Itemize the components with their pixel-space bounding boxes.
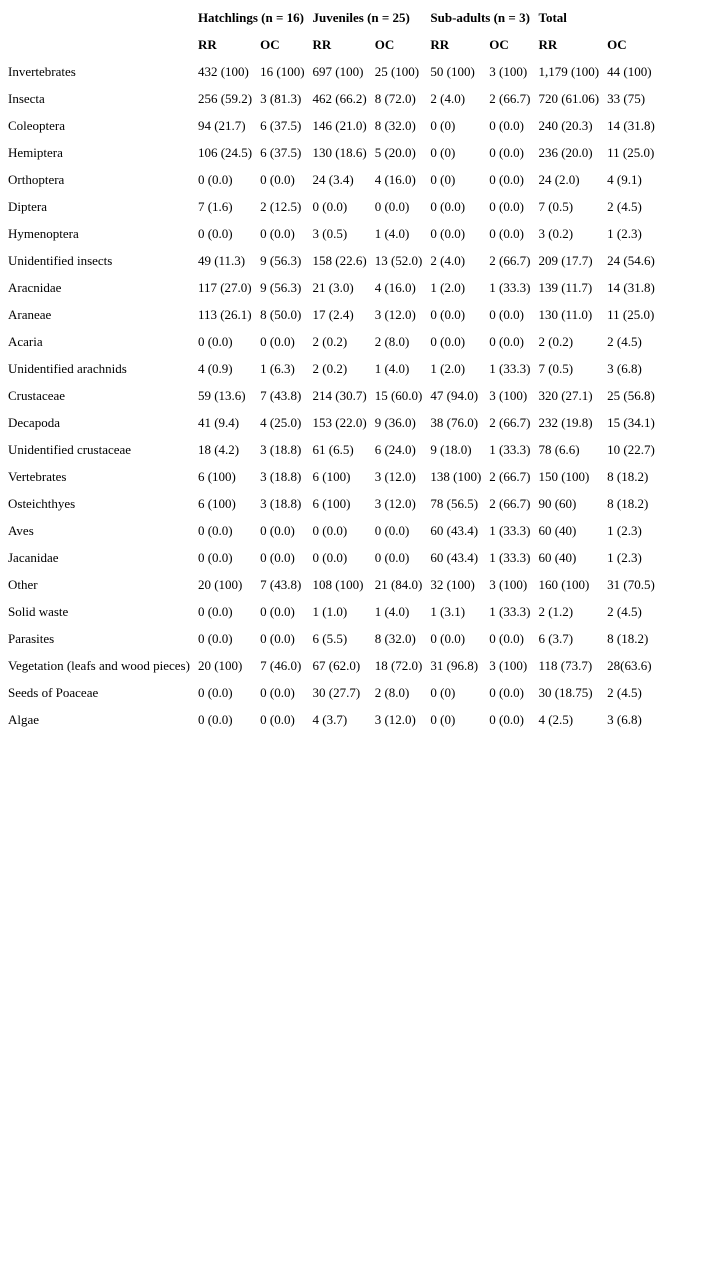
table-cell: 139 (11.7)	[538, 279, 593, 295]
row-label: Parasites	[8, 630, 55, 646]
table-cell: 6 (100)	[197, 468, 236, 484]
table-cell: 2 (66.7)	[489, 495, 531, 511]
table-cell: 1 (33.3)	[489, 603, 531, 619]
table-cell: 11 (25.0)	[607, 144, 655, 160]
table-cell: 0 (0.0)	[430, 225, 466, 241]
table-row	[4, 355, 659, 382]
table-cell: 138 (100)	[430, 468, 482, 484]
table-cell: 8 (18.2)	[607, 495, 649, 511]
table-cell: 0 (0.0)	[374, 198, 410, 214]
table-cell: 33 (75)	[607, 90, 646, 106]
table-cell: 0 (0.0)	[260, 522, 295, 538]
table-cell: 2 (0.2)	[538, 333, 574, 349]
table-cell: 8 (50.0)	[260, 306, 302, 322]
row-label: Osteichthyes	[8, 495, 76, 511]
table-row	[4, 409, 659, 436]
table-cell: 0 (0.0)	[260, 711, 295, 727]
row-label: Coleoptera	[8, 117, 66, 133]
sub-header-sub-adults-rr: RR	[430, 36, 450, 52]
table-cell: 118 (73.7)	[538, 657, 593, 673]
table-cell: 8 (32.0)	[374, 117, 416, 133]
table-cell: 3 (12.0)	[374, 495, 416, 511]
table-cell: 0 (0.0)	[489, 711, 524, 727]
row-label: Vegetation (leafs and wood pieces)	[8, 657, 190, 673]
table-cell: 0 (0.0)	[260, 549, 295, 565]
table-cell: 7 (0.5)	[538, 198, 574, 214]
table-cell: 0 (0)	[430, 711, 456, 727]
table-cell: 0 (0.0)	[489, 225, 524, 241]
group-header-empty	[4, 4, 194, 31]
table-cell: 2 (66.7)	[489, 414, 531, 430]
table-cell: 2 (4.5)	[607, 333, 642, 349]
table-cell: 32 (100)	[430, 576, 475, 592]
table-cell: 60 (43.4)	[430, 549, 479, 565]
table-cell: 1 (2.3)	[607, 549, 642, 565]
sub-header-total-rr: RR	[538, 36, 558, 52]
table-cell: 697 (100)	[312, 63, 364, 79]
table-cell: 1 (2.3)	[607, 225, 642, 241]
table-cell: 2 (66.7)	[489, 252, 531, 268]
table-cell: 6 (37.5)	[260, 144, 302, 160]
table-cell: 18 (4.2)	[197, 441, 240, 457]
table-cell: 15 (60.0)	[374, 387, 423, 403]
table-cell: 31 (96.8)	[430, 657, 479, 673]
table-cell: 0 (0.0)	[197, 630, 233, 646]
table-cell: 113 (26.1)	[197, 306, 252, 322]
table-cell: 3 (100)	[489, 576, 528, 592]
table-row	[4, 517, 659, 544]
table-cell: 0 (0.0)	[489, 144, 524, 160]
table-cell: 0 (0.0)	[197, 333, 233, 349]
table-row	[4, 58, 659, 85]
table-cell: 2 (0.2)	[312, 333, 348, 349]
table-cell: 20 (100)	[197, 657, 243, 673]
table-cell: 7 (0.5)	[538, 360, 574, 376]
table-cell: 1 (2.3)	[607, 522, 642, 538]
table-cell: 11 (25.0)	[607, 306, 655, 322]
table-cell: 232 (19.8)	[538, 414, 593, 430]
table-cell: 3 (6.8)	[607, 711, 642, 727]
row-label: Hymenoptera	[8, 225, 79, 241]
table-cell: 1 (2.0)	[430, 360, 466, 376]
table-row	[4, 247, 659, 274]
table-cell: 1,179 (100)	[538, 63, 600, 79]
table-row	[4, 490, 659, 517]
table-cell: 0 (0.0)	[374, 522, 410, 538]
table-cell: 2 (4.5)	[607, 684, 642, 700]
table-cell: 320 (27.1)	[538, 387, 593, 403]
row-label: Decapoda	[8, 414, 60, 430]
table-cell: 50 (100)	[430, 63, 475, 79]
table-cell: 1 (33.3)	[489, 522, 531, 538]
table-cell: 28(63.6)	[607, 657, 652, 673]
table-cell: 1 (4.0)	[374, 603, 410, 619]
table-cell: 1 (33.3)	[489, 360, 531, 376]
table-cell: 60 (40)	[538, 549, 577, 565]
table-cell: 3 (6.8)	[607, 360, 642, 376]
table-cell: 2 (66.7)	[489, 468, 531, 484]
table-cell: 9 (36.0)	[374, 414, 416, 430]
table-cell: 7 (43.8)	[260, 576, 302, 592]
table-cell: 21 (84.0)	[374, 576, 423, 592]
table-cell: 13 (52.0)	[374, 252, 423, 268]
table-cell: 3 (81.3)	[260, 90, 302, 106]
table-cell: 0 (0.0)	[197, 684, 233, 700]
table-cell: 4 (0.9)	[197, 360, 233, 376]
row-label: Unidentified insects	[8, 252, 113, 268]
table-cell: 7 (43.8)	[260, 387, 302, 403]
table-cell: 0 (0)	[430, 144, 456, 160]
table-cell: 6 (100)	[312, 468, 351, 484]
sub-header-total-oc: OC	[607, 36, 627, 52]
table-cell: 6 (3.7)	[538, 630, 574, 646]
table-cell: 130 (11.0)	[538, 306, 593, 322]
table-cell: 130 (18.6)	[312, 144, 367, 160]
table-cell: 30 (18.75)	[538, 684, 593, 700]
table-cell: 8 (32.0)	[374, 630, 416, 646]
table-cell: 44 (100)	[607, 63, 652, 79]
table-cell: 0 (0.0)	[489, 198, 524, 214]
table-cell: 14 (31.8)	[607, 279, 655, 295]
table-row	[4, 436, 659, 463]
table-cell: 0 (0.0)	[430, 198, 466, 214]
table-cell: 150 (100)	[538, 468, 590, 484]
table-cell: 0 (0)	[430, 117, 456, 133]
table-row	[4, 328, 659, 355]
table-cell: 90 (60)	[538, 495, 577, 511]
table-cell: 0 (0.0)	[489, 684, 524, 700]
table-cell: 31 (70.5)	[607, 576, 655, 592]
table-cell: 61 (6.5)	[312, 441, 354, 457]
table-cell: 209 (17.7)	[538, 252, 593, 268]
table-cell: 160 (100)	[538, 576, 590, 592]
table-cell: 1 (6.3)	[260, 360, 295, 376]
sub-header-hatchlings-rr: RR	[197, 36, 217, 52]
row-label: Unidentified arachnids	[8, 360, 127, 376]
table-cell: 5 (20.0)	[374, 144, 416, 160]
table-cell: 49 (11.3)	[197, 252, 246, 268]
table-cell: 41 (9.4)	[197, 414, 240, 430]
table-cell: 3 (18.8)	[260, 495, 302, 511]
table-cell: 60 (43.4)	[430, 522, 479, 538]
table-cell: 2 (4.5)	[607, 198, 642, 214]
table-cell: 2 (4.5)	[607, 603, 642, 619]
sub-header-row	[4, 31, 659, 58]
table-cell: 236 (20.0)	[538, 144, 593, 160]
table-cell: 1 (33.3)	[489, 441, 531, 457]
diet-composition-table	[4, 4, 659, 733]
table-cell: 1 (4.0)	[374, 225, 410, 241]
table-cell: 3 (100)	[489, 63, 528, 79]
table-cell: 432 (100)	[197, 63, 249, 79]
table-cell: 462 (66.2)	[312, 90, 367, 106]
table-cell: 4 (9.1)	[607, 171, 642, 187]
table-cell: 2 (12.5)	[260, 198, 302, 214]
table-cell: 3 (0.2)	[538, 225, 574, 241]
table-cell: 47 (94.0)	[430, 387, 479, 403]
table-cell: 6 (5.5)	[312, 630, 348, 646]
table-row	[4, 679, 659, 706]
table-row	[4, 544, 659, 571]
table-body	[4, 58, 659, 733]
row-label: Hemiptera	[8, 144, 63, 160]
table-cell: 0 (0)	[430, 171, 456, 187]
row-label: Unidentified crustaceae	[8, 441, 132, 457]
row-label: Other	[8, 576, 38, 592]
table-cell: 0 (0.0)	[197, 225, 233, 241]
table-cell: 0 (0.0)	[489, 333, 524, 349]
table-cell: 21 (3.0)	[312, 279, 354, 295]
table-cell: 1 (3.1)	[430, 603, 466, 619]
table-cell: 78 (56.5)	[430, 495, 479, 511]
row-label: Vertebrates	[8, 468, 67, 484]
table-cell: 7 (1.6)	[197, 198, 233, 214]
table-cell: 0 (0.0)	[430, 333, 466, 349]
table-cell: 15 (34.1)	[607, 414, 655, 430]
table-cell: 0 (0.0)	[197, 603, 233, 619]
table-cell: 24 (2.0)	[538, 171, 580, 187]
table-cell: 3 (100)	[489, 657, 528, 673]
row-label: Aracnidae	[8, 279, 62, 295]
table-cell: 0 (0.0)	[312, 522, 348, 538]
table-cell: 3 (18.8)	[260, 468, 302, 484]
table-cell: 0 (0.0)	[489, 306, 524, 322]
table-cell: 3 (12.0)	[374, 468, 416, 484]
row-label: Araneae	[8, 306, 52, 322]
table-cell: 6 (100)	[197, 495, 236, 511]
table-cell: 0 (0.0)	[312, 549, 348, 565]
table-cell: 3 (100)	[489, 387, 528, 403]
table-cell: 0 (0.0)	[489, 171, 524, 187]
row-label: Orthoptera	[8, 171, 65, 187]
table-cell: 0 (0.0)	[430, 306, 466, 322]
table-cell: 1 (33.3)	[489, 279, 531, 295]
table-cell: 4 (2.5)	[538, 711, 574, 727]
table-cell: 6 (100)	[312, 495, 351, 511]
table-cell: 9 (56.3)	[260, 252, 302, 268]
table-row	[4, 382, 659, 409]
sub-header-sub-adults-oc: OC	[489, 36, 509, 52]
table-row	[4, 274, 659, 301]
table-cell: 256 (59.2)	[197, 90, 253, 106]
table-cell: 0 (0.0)	[197, 549, 233, 565]
table-cell: 67 (62.0)	[312, 657, 361, 673]
table-cell: 153 (22.0)	[312, 414, 367, 430]
table-cell: 3 (12.0)	[374, 711, 416, 727]
sub-header-empty	[4, 31, 194, 58]
table-cell: 1 (4.0)	[374, 360, 410, 376]
table-cell: 3 (18.8)	[260, 441, 302, 457]
table-cell: 9 (56.3)	[260, 279, 302, 295]
table-row	[4, 301, 659, 328]
table-cell: 8 (18.2)	[607, 630, 649, 646]
table-cell: 3 (0.5)	[312, 225, 348, 241]
table-cell: 8 (18.2)	[607, 468, 649, 484]
table-cell: 2 (4.0)	[430, 90, 466, 106]
table-cell: 158 (22.6)	[312, 252, 367, 268]
table-cell: 0 (0.0)	[260, 684, 295, 700]
table-cell: 20 (100)	[197, 576, 243, 592]
table-cell: 0 (0.0)	[430, 630, 466, 646]
table-cell: 0 (0.0)	[260, 225, 295, 241]
table-cell: 106 (24.5)	[197, 144, 253, 160]
table-cell: 2 (4.0)	[430, 252, 466, 268]
table-cell: 30 (27.7)	[312, 684, 361, 700]
table-row	[4, 652, 659, 679]
table-cell: 24 (54.6)	[607, 252, 655, 268]
table-cell: 17 (2.4)	[312, 306, 354, 322]
table-row	[4, 625, 659, 652]
table-cell: 78 (6.6)	[538, 441, 580, 457]
row-label: Aves	[8, 522, 34, 538]
table-cell: 2 (1.2)	[538, 603, 574, 619]
table-cell: 60 (40)	[538, 522, 577, 538]
table-cell: 94 (21.7)	[197, 117, 246, 133]
table-cell: 59 (13.6)	[197, 387, 246, 403]
group-header-row	[4, 4, 659, 31]
table-cell: 4 (16.0)	[374, 171, 416, 187]
table-row	[4, 598, 659, 625]
table-cell: 1 (2.0)	[430, 279, 466, 295]
sub-header-hatchlings-oc: OC	[260, 36, 280, 52]
table-cell: 117 (27.0)	[197, 279, 252, 295]
table-cell: 18 (72.0)	[374, 657, 423, 673]
table-cell: 10 (22.7)	[607, 441, 655, 457]
table-row	[4, 166, 659, 193]
table-cell: 2 (8.0)	[374, 684, 410, 700]
table-cell: 4 (25.0)	[260, 414, 302, 430]
table-row	[4, 220, 659, 247]
table-cell: 6 (37.5)	[260, 117, 302, 133]
table-row	[4, 85, 659, 112]
table-cell: 0 (0.0)	[260, 333, 295, 349]
row-label: Algae	[8, 711, 40, 727]
table-cell: 24 (3.4)	[312, 171, 354, 187]
table-cell: 146 (21.0)	[312, 117, 367, 133]
table-cell: 25 (56.8)	[607, 387, 655, 403]
table-cell: 0 (0.0)	[260, 171, 295, 187]
table-cell: 1 (33.3)	[489, 549, 531, 565]
table-cell: 8 (72.0)	[374, 90, 416, 106]
table-row	[4, 706, 659, 733]
table-cell: 6 (24.0)	[374, 441, 416, 457]
row-label: Invertebrates	[8, 63, 76, 79]
table-cell: 108 (100)	[312, 576, 364, 592]
row-label: Diptera	[8, 198, 47, 214]
table-cell: 25 (100)	[374, 63, 420, 79]
table-cell: 1 (1.0)	[312, 603, 348, 619]
table-cell: 0 (0.0)	[197, 171, 233, 187]
table-cell: 7 (46.0)	[260, 657, 302, 673]
row-label: Seeds of Poaceae	[8, 684, 99, 700]
table-cell: 0 (0)	[430, 684, 456, 700]
table-cell: 38 (76.0)	[430, 414, 479, 430]
table-cell: 9 (18.0)	[430, 441, 472, 457]
table-cell: 0 (0.0)	[489, 630, 524, 646]
sub-header-juveniles-oc: OC	[374, 36, 395, 52]
table-cell: 2 (66.7)	[489, 90, 531, 106]
row-label: Acaria	[8, 333, 43, 349]
table-cell: 14 (31.8)	[607, 117, 655, 133]
table-cell: 0 (0.0)	[312, 198, 348, 214]
table-cell: 2 (8.0)	[374, 333, 410, 349]
row-label: Insecta	[8, 90, 45, 106]
group-header-juveniles: Juveniles (n = 25)	[312, 9, 410, 25]
table-cell: 16 (100)	[260, 63, 305, 79]
table-row	[4, 463, 659, 490]
table-cell: 720 (61.06)	[538, 90, 600, 106]
table-cell: 0 (0.0)	[260, 630, 295, 646]
table-cell: 3 (12.0)	[374, 306, 416, 322]
table-cell: 214 (30.7)	[312, 387, 367, 403]
table-cell: 0 (0.0)	[489, 117, 524, 133]
row-label: Crustaceae	[8, 387, 66, 403]
table-row	[4, 139, 659, 166]
group-header-total: Total	[538, 9, 567, 25]
table-row	[4, 193, 659, 220]
table-cell: 4 (16.0)	[374, 279, 416, 295]
table-cell: 0 (0.0)	[197, 522, 233, 538]
table-cell: 2 (0.2)	[312, 360, 348, 376]
table-cell: 240 (20.3)	[538, 117, 593, 133]
table-cell: 4 (3.7)	[312, 711, 348, 727]
sub-header-juveniles-rr: RR	[312, 36, 332, 52]
group-header-hatchlings: Hatchlings (n = 16)	[197, 9, 304, 25]
table-cell: 0 (0.0)	[260, 603, 295, 619]
table-row	[4, 571, 659, 598]
table-cell: 0 (0.0)	[197, 711, 233, 727]
row-label: Solid waste	[8, 603, 69, 619]
group-header-sub-adults: Sub-adults (n = 3)	[430, 9, 530, 25]
table-cell: 0 (0.0)	[374, 549, 410, 565]
table-row	[4, 112, 659, 139]
row-label: Jacanidae	[8, 549, 59, 565]
